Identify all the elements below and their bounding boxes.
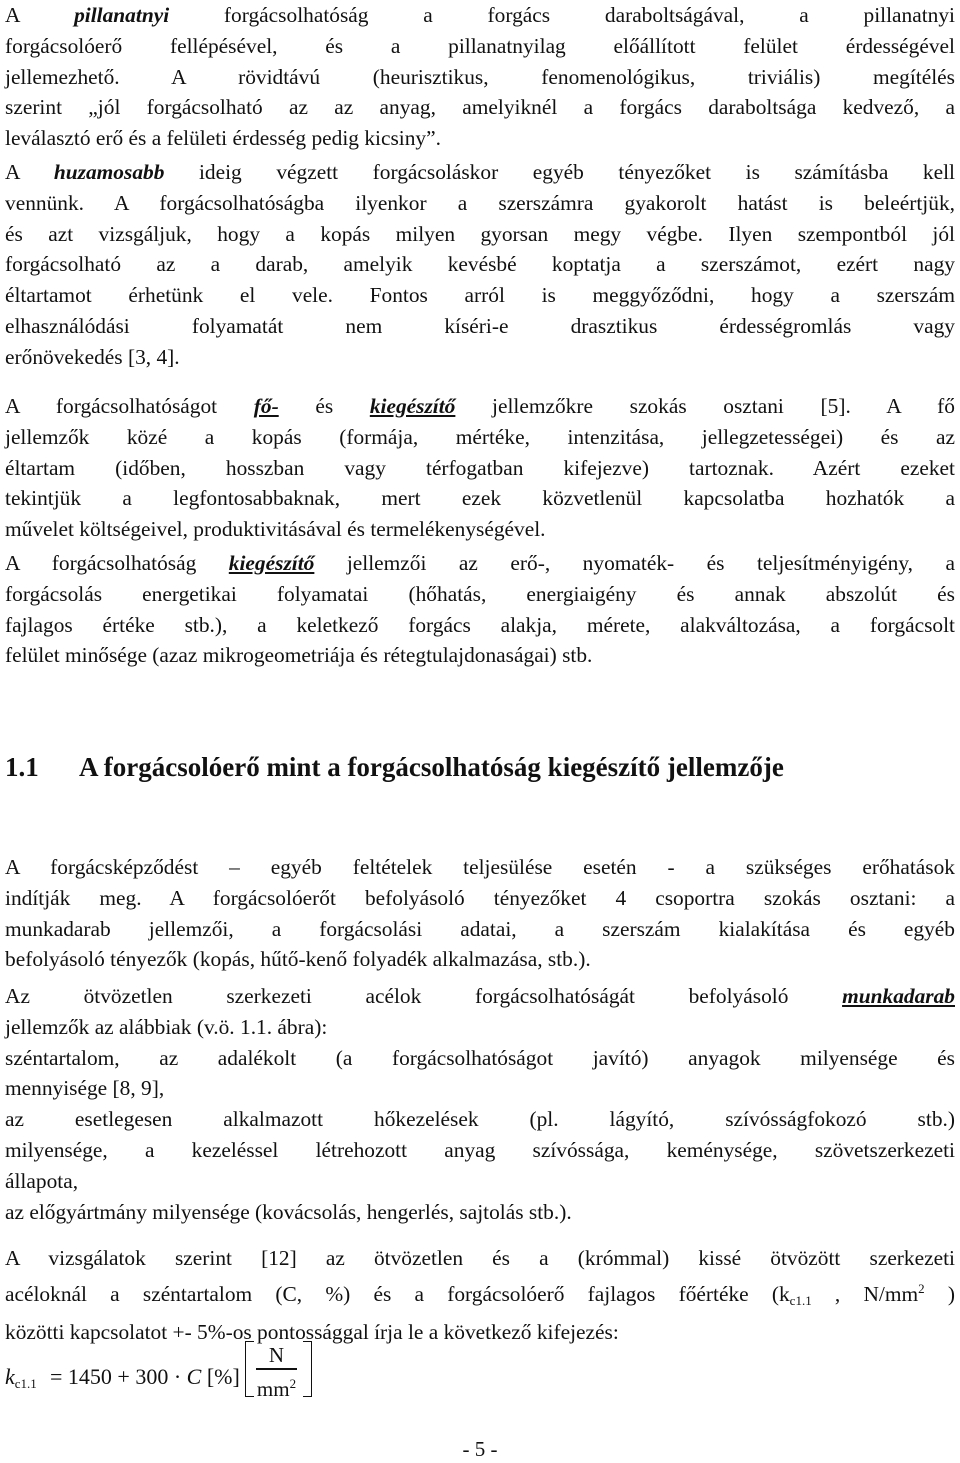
text-line: A forgácsképződést – egyéb feltételek teljesülése esetén - a szükséges erőhatások [5,855,955,879]
emphasis-pillanatnyi: pillanatnyi [74,3,170,27]
text-line: A forgácsolhatóságot fő- és kiegészítő jellemzőkre szokás osztani [5]. A fő [5,394,956,418]
text-line: fajlagos értéke stb.), a keletkező forgács alakja, mérete, alakváltozása, a forgácsolt [5,612,955,637]
text-line: forgácsolóerő fellépésével, és a pillanatnyilag előállított felület érdességével [5,33,955,58]
text-line: szerint „jól forgácsolható az az anyag, amelyiknél a forgács daraboltsága kedvező, a [5,95,955,120]
emphasis-huzamosabb: huzamosabb [53,160,165,184]
text-line: éltartamot érhetünk el vele. Fontos arról is meggyőződni, hogy a szerszám [5,283,955,308]
text-line: állapota, [5,1168,79,1193]
formula-rhs: = 1450 + 300 · C [%] [50,1364,240,1389]
page-number: - 5 - [462,1437,498,1461]
section-number: 1.1 [5,752,39,782]
section-title: A forgácsolóerő mint a forgácsolhatóság kiegészítő jellemzője [79,752,784,782]
text-line: A forgácsolhatóság kiegészítő jellemzői az erő-, nyomaték- és teljesítményigény, a [5,551,955,575]
emphasis-kiegeszito: kiegészítő [369,394,456,418]
unit-bracket-right [303,1341,312,1397]
paragraph-chip-formation [5,852,955,975]
paragraph-long-term-machinability [5,157,955,373]
paragraph-workpiece-factors [5,981,955,1227]
paragraph-main-characteristics [5,391,955,545]
text-line: munkadarab jellemzői, a forgácsolási adatai, a szerszám kialakítása és egyéb [5,916,955,941]
emphasis-fo: fő- [253,394,279,418]
text-line: jellemezhető. A rövidtávú (heurisztikus, fenomenológikus, triviális) megítélés [5,64,955,89]
emphasis-munkadarab: munkadarab [842,984,955,1008]
text-line: elhasználódási folyamatát nem kíséri-e drasztikus érdességromlás vagy [5,313,955,338]
text-line: és azt vizsgáljuk, hogy a kopás milyen gyorsan megy végbe. Ilyen szempontból jól [5,221,955,246]
text-line: forgácsolható az a darab, amelyik kevésbé koptatja a szerszámot, ezért nagy [5,252,955,277]
unit-fraction: N $mm^2$ [256,1343,297,1401]
text-line: éltartam (időben, hosszban vagy térfogatban kifejezve) tartoznak. Azért ezeket [5,455,955,480]
text-line: Az ötvözetlen szerkezeti acélok forgácsolhatóságát befolyásoló munkadarab [5,984,955,1008]
text-line: A huzamosabb ideig végzett forgácsoláskor egyéb tényezőket is számításba kell [5,160,955,184]
paragraph-carbon-relation [5,1243,955,1347]
text-line: A pillanatnyi forgácsolhatóság a forgács daraboltságával, a pillanatnyi [5,3,955,27]
paragraph-instant-machinability [5,0,955,154]
text-line: indítják meg. A forgácsolóerőt befolyásoló tényezőket 4 csoportra szokás osztani: a [5,885,955,910]
text-line: acéloknál a széntartalom (C, %) és a forgácsolóerő fajlagos főértéke ($k_{c1.1}$ , $N/mm^2$ ) [5,1280,955,1308]
text-line: forgácsolás energetikai folyamatai (hőhatás, energiaigény és annak abszolút és [5,581,955,606]
formula-symbol-k: $k_{c1.1}$ [5,1364,37,1391]
text-line: erőnövekedés [3, 4]. [5,344,180,369]
text-line: leválasztó erő és a felületi érdesség pedig kicsiny”. [5,126,441,151]
text-line: széntartalom, az adalékolt (a forgácsolhatóságot javító) anyagok milyensége és [5,1045,955,1070]
text-line: vennünk. A forgácsolhatóságba ilyenkor a szerszámra gyakorolt hatást is beleértjük, [5,190,955,215]
text-line: közötti kapcsolatot +- 5%-os pontossággal írja le a következő kifejezés: [5,1319,619,1344]
section-heading [5,752,955,783]
formula-specific-cutting-force [5,1338,405,1401]
text-line: jellemzők az alábbiak (v.ö. 1.1. ábra): [5,1014,328,1039]
text-line: az előgyártmány milyensége (kovácsolás, hengerlés, sajtolás stb.). [5,1199,572,1224]
text-line: az esetlegesen alkalmazott hőkezelések (pl. lágyító, szívósságfokozó stb.) [5,1107,955,1132]
text-line: tekintjük a legfontosabbaknak, mert ezek közvetlenül kapcsolatba hozhatók a [5,486,955,511]
text-line: felület minősége (azaz mikrogeometriája és rétegtulajdonaságai) stb. [5,643,593,668]
text-line: A vizsgálatok szerint [12] az ötvözetlen és a (krómmal) kissé ötvözött szerkezeti [5,1246,955,1270]
text-line: mennyisége [8, 9], [5,1076,165,1101]
text-line: befolyásoló tényezők (kopás, hűtő-kenő folyadék alkalmazása, stb.). [5,947,591,972]
emphasis-kiegeszito-2: kiegészítő [228,551,315,575]
text-line: művelet költségeivel, produktivitásával és termelékenységével. [5,517,546,542]
text-line: jellemzők közé a kopás (formája, mértéke, intenzitása, jellegzetességei) és az [5,424,955,449]
text-line: milyensége, a kezeléssel létrehozott anyag szívóssága, keménysége, szövetszerkezeti [5,1137,955,1162]
unit-bracket-left [245,1341,254,1397]
paragraph-supplementary-characteristics [5,548,955,671]
